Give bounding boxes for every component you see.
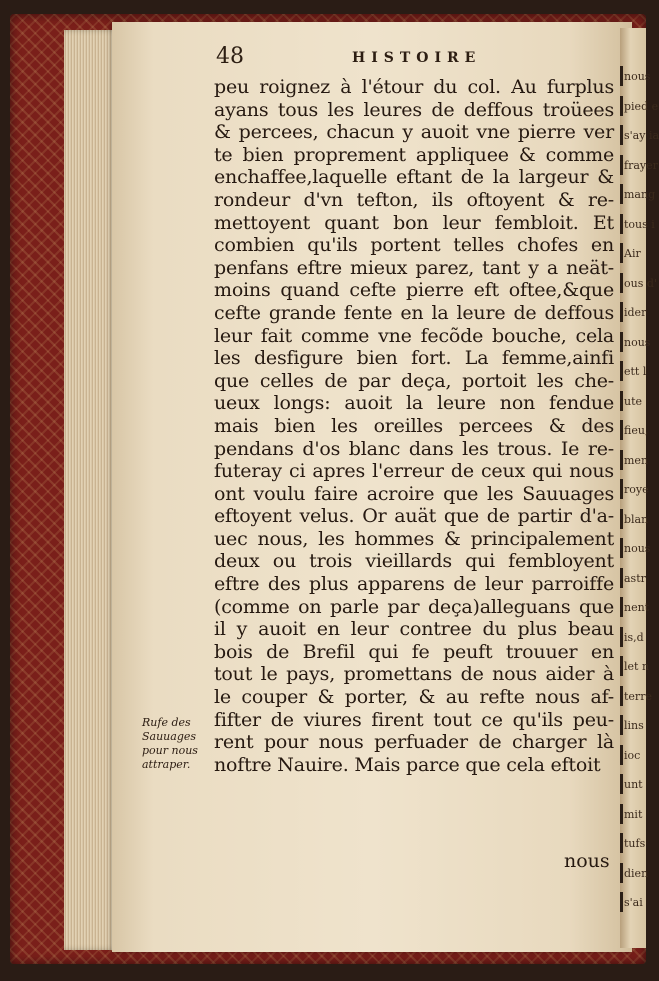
facing-page-gutter-mark xyxy=(620,66,623,86)
facing-page-gutter-mark xyxy=(620,125,623,145)
text-line: fifter de viures firent tout ce qu'ils peu- xyxy=(214,708,614,731)
facing-page-fragment: tous i xyxy=(624,217,655,231)
text-line: les desfigure bien fort. La femme,ainfi xyxy=(214,347,614,370)
text-line: futeray ci apres l'erreur de ceux qui nous xyxy=(214,460,614,483)
facing-page-fragment: is,d xyxy=(624,630,644,644)
text-line: le couper & porter, & au refte nous af- xyxy=(214,686,614,709)
facing-page-gutter-mark xyxy=(620,538,623,558)
facing-page-gutter-mark xyxy=(620,804,623,824)
facing-page-gutter-mark xyxy=(620,420,623,440)
text-line: ont voulu faire acroire que les Sauuages xyxy=(214,482,614,505)
facing-page-gutter-mark xyxy=(620,243,623,263)
facing-page-fragment: ider xyxy=(624,306,647,319)
text-line: tout le pays, promettans de nous aider à xyxy=(214,663,614,686)
facing-page-gutter-mark xyxy=(620,332,623,352)
facing-page-fragment: frayer xyxy=(624,158,658,172)
facing-page-fragment: nous xyxy=(624,335,651,349)
facing-page-fragment: blan xyxy=(624,512,649,526)
facing-page-gutter-mark xyxy=(620,361,623,381)
text-line: noftre Nauire. Mais parce que cela eftoit xyxy=(214,753,601,776)
facing-page-gutter-mark xyxy=(620,479,623,499)
facing-page-gutter-mark xyxy=(620,568,623,588)
facing-page-fragment: lins xyxy=(624,719,644,732)
facing-page-fragment: tufs xyxy=(624,837,646,850)
facing-page-fragment: men xyxy=(624,453,649,467)
facing-page-gutter-mark xyxy=(620,627,623,647)
marginal-note-line: Rufe des xyxy=(142,716,191,729)
text-line: moins quand cefte pierre eft oftee,&que xyxy=(214,279,614,302)
facing-page-fragment: Air xyxy=(624,247,641,260)
text-line: ayans tous les leures de deffous troüees xyxy=(214,98,614,121)
facing-page-fragment: ioc xyxy=(624,748,641,762)
facing-page-gutter-mark xyxy=(620,656,623,676)
facing-page-fragment: terre xyxy=(624,689,652,703)
text-line: que celles de par deça, portoit les che- xyxy=(214,369,614,392)
facing-page-fragment: mang xyxy=(624,188,656,201)
facing-page-fragment: fieu, xyxy=(624,424,649,437)
facing-page-fragment: nent xyxy=(624,601,650,614)
text-line: penfans eftre mieux parez, tant y a neät- xyxy=(214,256,614,279)
facing-page-gutter-mark xyxy=(620,774,623,794)
page-header xyxy=(216,44,546,72)
facing-page-gutter-mark xyxy=(620,745,623,765)
body-text xyxy=(214,76,614,776)
text-line: mais bien les oreilles percees & des xyxy=(214,414,614,437)
text-line: rent pour nous perfuader de charger là xyxy=(214,731,614,754)
facing-page-fragment: pied e xyxy=(624,99,659,113)
facing-page-gutter-mark xyxy=(620,391,623,411)
facing-page-fragment: s'ay ia xyxy=(624,129,659,142)
text-line: rondeur d'vn tefton, ils oftoyent & re- xyxy=(214,188,614,211)
facing-page-gutter-mark xyxy=(620,833,623,853)
facing-page-gutter-mark xyxy=(620,597,623,617)
marginal-note-line: pour nous xyxy=(142,744,198,757)
text-line: il y auoit en leur contree du plus beau xyxy=(214,618,614,641)
facing-page-fragment: nous xyxy=(624,70,651,83)
text-line: ueux longs: auoit la leure non fendue xyxy=(214,392,614,415)
text-line: pendans d'os blanc dans les trous. Ie re- xyxy=(214,437,614,460)
facing-page-fragment: ute xyxy=(624,394,643,408)
marginal-note-line: Sauuages xyxy=(142,730,197,743)
text-line: deux ou trois vieillards qui fembloyent xyxy=(214,550,614,573)
facing-page-gutter-mark xyxy=(620,273,623,293)
facing-page-fragment: unt xyxy=(624,778,643,791)
facing-page-fragment: ous d' xyxy=(624,276,657,290)
folio-number: 48 xyxy=(216,44,244,69)
catchword: nous xyxy=(564,850,610,872)
text-line: eftoyent velus. Or auät que de partir d'a- xyxy=(214,505,614,528)
facing-page-gutter-mark xyxy=(620,509,623,529)
facing-page-gutter-mark xyxy=(620,686,623,706)
text-line: uec nous, les hommes & principalement xyxy=(214,527,614,550)
facing-page-fragment: s'ai xyxy=(624,896,643,909)
text-line: eftre des plus apparens de leur parroiffe xyxy=(214,573,614,596)
facing-page-gutter-mark xyxy=(620,892,623,912)
marginal-note-line: attraper. xyxy=(142,758,191,771)
facing-page-fragment: roye xyxy=(624,483,649,496)
facing-page-fragment: let n xyxy=(624,660,650,673)
running-head: HISTOIRE xyxy=(352,50,482,66)
marginal-note xyxy=(142,716,212,772)
text-line: & percees, chacun y auoit vne pierre ver xyxy=(214,121,614,144)
text-line: leur fait comme vne fecõde bouche, cela xyxy=(214,324,614,347)
facing-page-gutter-mark xyxy=(620,184,623,204)
facing-page-gutter-mark xyxy=(620,96,623,116)
facing-page-gutter-mark xyxy=(620,155,623,175)
facing-page-fragment: dien xyxy=(624,866,649,880)
text-line: (comme on parle par deça)alleguans que xyxy=(214,595,614,618)
facing-page-fragment: mit xyxy=(624,807,643,821)
text-line: bois de Brefil qui fe peuft trouuer en xyxy=(214,640,614,663)
facing-page-fragment: nous xyxy=(624,542,651,555)
text-line: combien qu'ils portent telles chofes en xyxy=(214,234,614,257)
facing-page-gutter-mark xyxy=(620,863,623,883)
text-line: te bien proprement appliquee & comme xyxy=(214,143,614,166)
facing-page-fragment: astr xyxy=(624,571,646,585)
text-line: cefte grande fente en la leure de deffous xyxy=(214,301,614,324)
facing-page-gutter-mark xyxy=(620,715,623,735)
facing-page-fragment: ett l xyxy=(624,365,647,378)
facing-page-gutter-mark xyxy=(620,450,623,470)
text-line: enchaffee,laquelle eftant de la largeur & xyxy=(214,166,614,189)
text-line: peu roignez à l'étour du col. Au furplus xyxy=(214,76,614,98)
facing-page-gutter-mark xyxy=(620,214,623,234)
facing-page-strip xyxy=(620,28,659,948)
text-line: mettoyent quant bon leur fembloit. Et xyxy=(214,211,614,234)
facing-page-gutter-mark xyxy=(620,302,623,322)
